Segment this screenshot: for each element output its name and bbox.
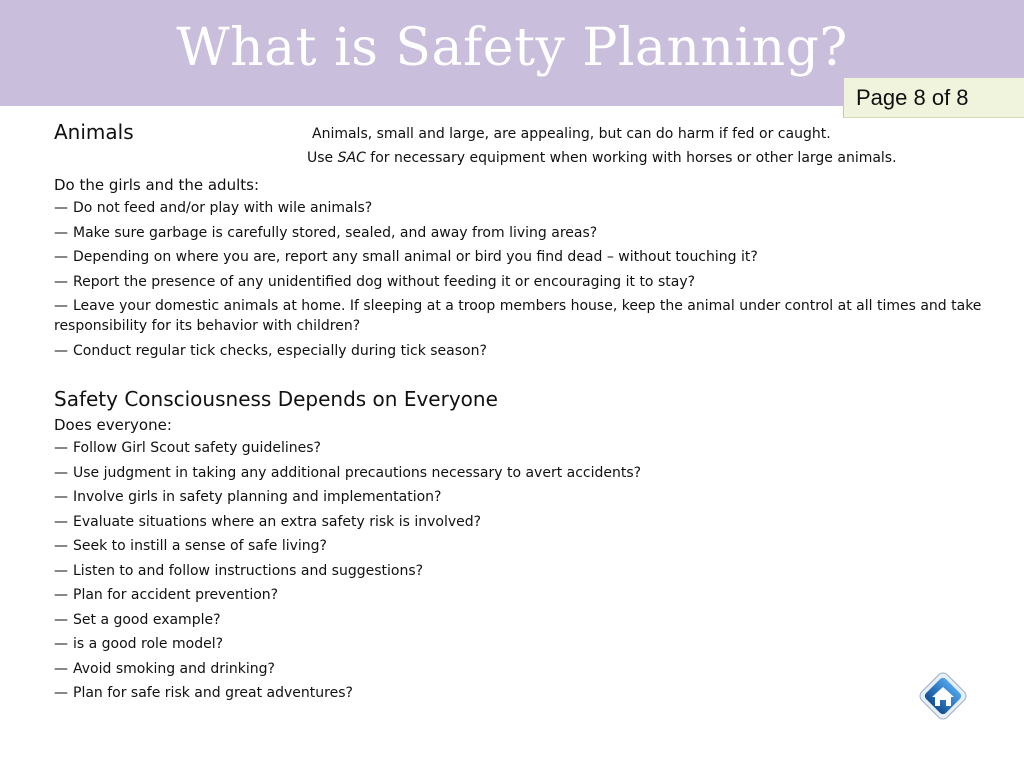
bullet-dash: — (54, 660, 68, 677)
list-item-text: Make sure garbage is carefully stored, sealed, and away from living areas? (73, 224, 598, 241)
list-item-text: Plan for accident prevention? (73, 587, 279, 603)
safety-intro: Does everyone: (54, 416, 172, 434)
animals-list-item (54, 247, 984, 267)
animals-intro: Do the girls and the adults: (54, 176, 259, 194)
bullet-dash: — (54, 249, 68, 265)
bullet-dash: — (54, 440, 68, 456)
slide-content (54, 118, 984, 708)
animals-list-item (54, 341, 984, 361)
animals-list-item (54, 198, 984, 218)
list-item-text: Report the presence of any unidentified dog without feeding it or encouraging it to stay? (73, 273, 696, 290)
list-item-text: Do not feed and/or play with wile animals? (73, 200, 373, 216)
safety-list-item (54, 463, 984, 483)
list-item-text: Avoid smoking and drinking? (73, 660, 275, 677)
animals-header-row (54, 118, 984, 148)
sac-emphasis: SAC (337, 150, 366, 166)
home-icon (912, 665, 974, 727)
animals-list-item (54, 272, 984, 292)
safety-list-item (54, 585, 984, 605)
list-item-text: Depending on where you are, report any small animal or bird you find dead – without touching it? (73, 249, 758, 265)
list-item-text: Evaluate situations where an extra safety risk is involved? (73, 513, 482, 530)
safety-list-item (54, 610, 984, 630)
bullet-dash: — (54, 538, 68, 554)
bullet-dash: — (54, 636, 68, 652)
bullet-dash: — (54, 273, 68, 290)
safety-list (54, 438, 984, 703)
bullet-dash: — (54, 298, 68, 314)
bullet-dash: — (54, 587, 68, 603)
animals-list (54, 198, 984, 361)
page-title: What is Safety Planning? (176, 18, 848, 78)
list-item-text: Follow Girl Scout safety guidelines? (73, 440, 321, 456)
safety-list-item (54, 683, 984, 703)
page-indicator: Page 8 of 8 (843, 78, 1024, 118)
bullet-dash: — (54, 464, 68, 481)
animals-note-2 (307, 148, 984, 168)
list-item-text: is a good role model? (73, 636, 224, 652)
bullet-dash: — (54, 489, 68, 505)
list-item-text: Leave your domestic animals at home. If sleeping at a troop members house, keep the animal under control at all times and take responsibility for its behavior with children? (54, 298, 982, 334)
home-button[interactable] (912, 665, 974, 727)
safety-list-item (54, 561, 984, 581)
safety-list-item (54, 487, 984, 507)
list-item-text: Set a good example? (73, 611, 221, 628)
animals-note-1: Animals, small and large, are appealing, but can do harm if fed or caught. (312, 126, 831, 142)
list-item-text: Use judgment in taking any additional precautions necessary to avert accidents? (73, 464, 642, 481)
safety-list-item (54, 659, 984, 679)
bullet-dash: — (54, 562, 68, 579)
safety-heading: Safety Consciousness Depends on Everyone (54, 387, 498, 411)
bullet-dash: — (54, 342, 68, 359)
list-item-text: Plan for safe risk and great adventures? (73, 685, 353, 701)
animals-heading: Animals (54, 120, 134, 144)
list-item-text: Involve girls in safety planning and implementation? (73, 489, 442, 505)
animals-note-2-prefix: Use (307, 150, 338, 166)
animals-list-item (54, 296, 984, 336)
bullet-dash: — (54, 200, 68, 216)
list-item-text: Seek to instill a sense of safe living? (73, 538, 327, 554)
safety-list-item (54, 536, 984, 556)
bullet-dash: — (54, 611, 68, 628)
animals-list-item (54, 223, 984, 243)
safety-list-item (54, 438, 984, 458)
bullet-dash: — (54, 685, 68, 701)
safety-list-item (54, 634, 984, 654)
animals-note-2-suffix: for necessary equipment when working with horses or other large animals. (365, 150, 897, 166)
bullet-dash: — (54, 513, 68, 530)
bullet-dash: — (54, 224, 68, 241)
list-item-text: Conduct regular tick checks, especially during tick season? (73, 342, 487, 359)
safety-list-item (54, 512, 984, 532)
list-item-text: Listen to and follow instructions and suggestions? (73, 562, 424, 579)
